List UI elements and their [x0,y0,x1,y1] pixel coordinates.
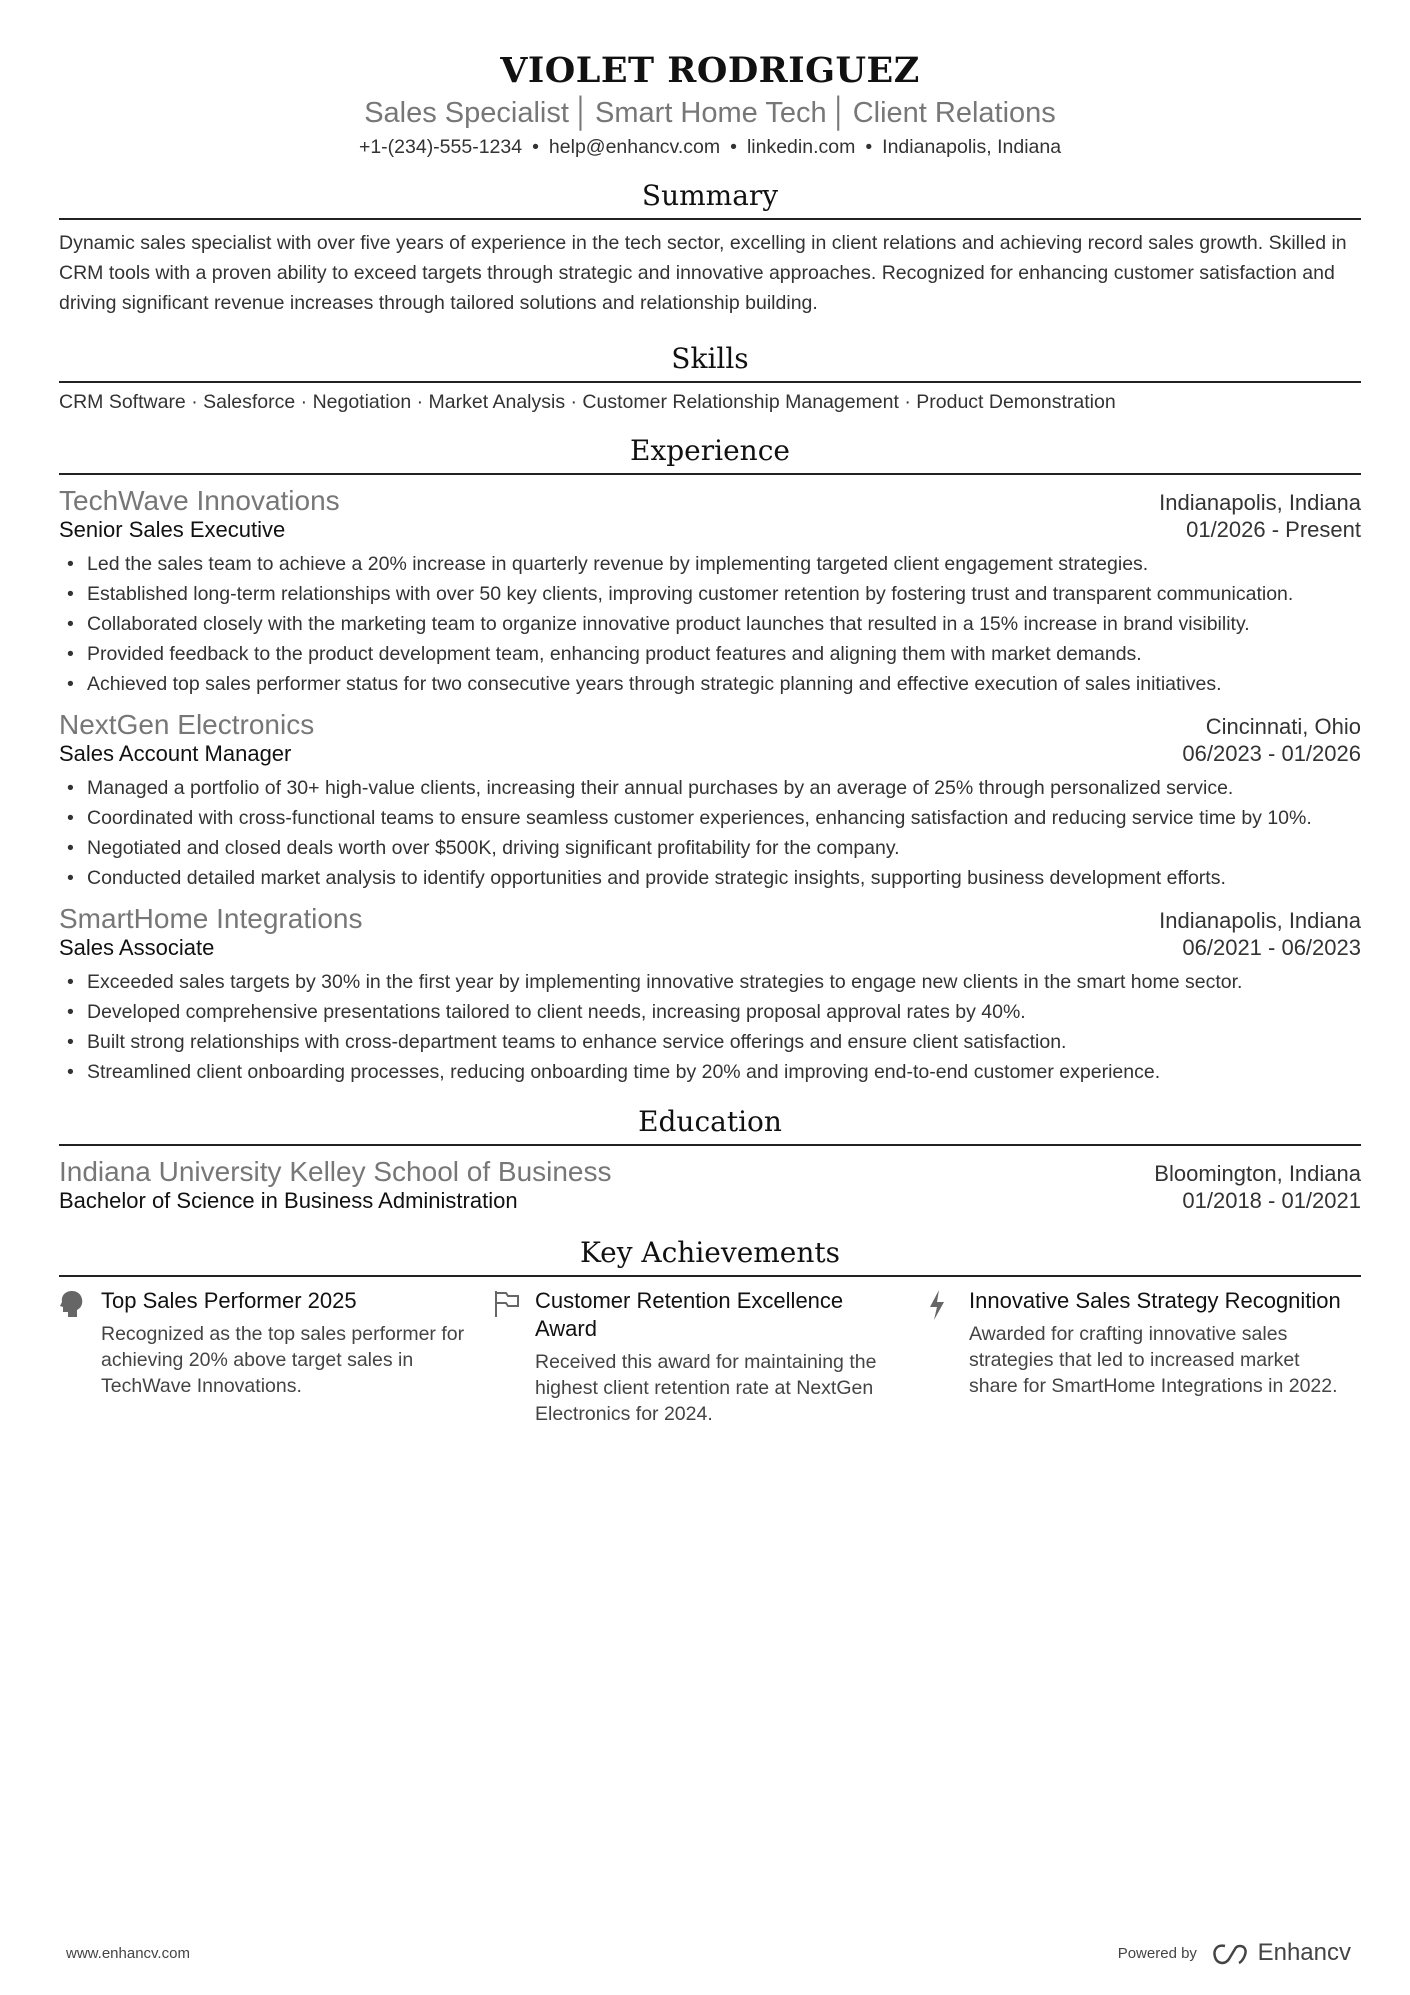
education-entry [59,1156,1361,1214]
footer [66,1939,1351,1967]
job-bullet: • Provided feedback to the product development team, enhancing product features and aligning them with market demands. [59,639,1361,669]
section-title-summary: Summary [59,179,1361,220]
flag-icon [493,1287,535,1427]
achievement-item [59,1287,493,1427]
job-bullet: • Managed a portfolio of 30+ high-value clients, increasing their annual purchases by an average of 25% through personalized service. [59,773,1361,803]
achievement-title: Innovative Sales Strategy Recognition [969,1288,1341,1313]
powered-by-label: Powered by [1117,1944,1197,1962]
job-location: Indianapolis, Indiana [1159,490,1361,515]
resume-header [59,50,1361,159]
skills-list: CRM Software · Salesforce · Negotiation · Market Analysis · Customer Relationship Management · Product Demonstration [59,391,1116,413]
candidate-name: VIOLET RODRIGUEZ [500,50,920,91]
job-title: Sales Account Manager [59,741,292,766]
resume-page [59,0,1361,1427]
job-bullet: • Coordinated with cross-functional teams to ensure seamless customer experiences, enhancing satisfaction and reducing service time by 10%. [59,803,1361,833]
job-title: Senior Sales Executive [59,517,286,542]
job-bullet: • Led the sales team to achieve a 20% increase in quarterly revenue by implementing targeted client engagement strategies. [59,549,1361,579]
location: Indianapolis, Indiana [882,136,1062,158]
experience-list [59,485,1361,1087]
job-bullet: • Streamlined client onboarding processes, reducing onboarding time by 20% and improving end-to-end customer experience. [59,1057,1361,1087]
website-link[interactable]: www.enhancv.com [66,1944,190,1962]
phone: +1-(234)-555-1234 [358,136,523,158]
head-icon [59,1287,101,1427]
achievement-item [927,1287,1361,1427]
achievement-description: Received this award for maintaining the highest client retention rate at NextGen Electronics for 2024. [535,1351,877,1425]
section-title-education: Education [59,1105,1361,1146]
job-location: Cincinnati, Ohio [1205,714,1361,739]
summary-text: Dynamic sales specialist with over five years of experience in the tech sector, excelling in client relations and achieving record sales growth. Skilled in CRM tools with a proven ability to exceed targets through strategic and innovative approaches. Recognized for enhancing customer satisfaction and driving significant revenue increases through tailored solutions and relationship building. [59,232,1347,314]
job-dates: 01/2026 - Present [1186,517,1361,542]
job-bullets [59,773,1361,893]
school-name: Indiana University Kelley School of Business [59,1156,612,1187]
section-title-achievements: Key Achievements [59,1236,1361,1277]
achievement-description: Awarded for crafting innovative sales strategies that led to increased market share for SmartHome Integrations in 2022. [969,1323,1338,1397]
brand-name: Enhancv [1257,1939,1351,1966]
job-bullets [59,967,1361,1087]
headline-item: Sales Specialist [364,97,569,129]
job-location: Indianapolis, Indiana [1159,908,1361,933]
job-entry [59,485,1361,699]
enhancv-logo [1211,1939,1351,1967]
section-title-skills: Skills [59,342,1361,383]
job-dates: 06/2023 - 01/2026 [1182,741,1361,766]
job-bullet: • Collaborated closely with the marketing team to organize innovative product launches that resulted in a 15% increase in brand visibility. [59,609,1361,639]
job-bullet: • Built strong relationships with cross-department teams to enhance service offerings and ensure client satisfaction. [59,1027,1361,1057]
school-location: Bloomington, Indiana [1154,1161,1361,1186]
headline-item: Client Relations [852,97,1056,129]
achievement-title: Top Sales Performer 2025 [101,1288,357,1313]
headline: Sales Specialist │ Smart Home Tech │ Client Relations [364,97,1056,129]
job-bullet: • Exceeded sales targets by 30% in the first year by implementing innovative strategies to engage new clients in the smart home sector. [59,967,1361,997]
achievement-item [493,1287,927,1427]
achievement-title: Customer Retention Excellence Award [535,1288,844,1341]
company-name: NextGen Electronics [59,709,315,740]
email-link[interactable]: help@enhancv.com [548,136,721,158]
job-bullet: • Conducted detailed market analysis to identify opportunities and provide strategic insights, supporting business development efforts. [59,863,1361,893]
job-entry [59,903,1361,1087]
job-entry [59,709,1361,893]
achievements-list [59,1287,1361,1427]
headline-item: Smart Home Tech [595,97,827,129]
achievement-description: Recognized as the top sales performer for achieving 20% above target sales in TechWave Innovations. [101,1323,465,1397]
job-bullet: • Developed comprehensive presentations tailored to client needs, increasing proposal approval rates by 40%. [59,997,1361,1027]
degree: Bachelor of Science in Business Administration [59,1188,518,1213]
job-bullet: • Established long-term relationships with over 50 key clients, improving customer retention by fostering trust and transparent communication. [59,579,1361,609]
contact-line: +1-(234)-555-1234 • help@enhancv.com • linkedin.com • Indianapolis, Indiana [358,136,1062,158]
job-dates: 06/2021 - 06/2023 [1182,935,1361,960]
job-title: Sales Associate [59,935,215,960]
company-name: SmartHome Integrations [59,903,363,934]
education-dates: 01/2018 - 01/2021 [1182,1188,1361,1213]
section-title-experience: Experience [59,434,1361,475]
powered-by [1118,1939,1351,1967]
company-name: TechWave Innovations [59,485,340,516]
job-bullet: • Achieved top sales performer status for two consecutive years through strategic planning and effective execution of sales initiatives. [59,669,1361,699]
job-bullets [59,549,1361,699]
lightning-icon [927,1287,969,1427]
job-bullet: • Negotiated and closed deals worth over $500K, driving significant profitability for the company. [59,833,1361,863]
linkedin-link[interactable]: linkedin.com [746,136,856,158]
